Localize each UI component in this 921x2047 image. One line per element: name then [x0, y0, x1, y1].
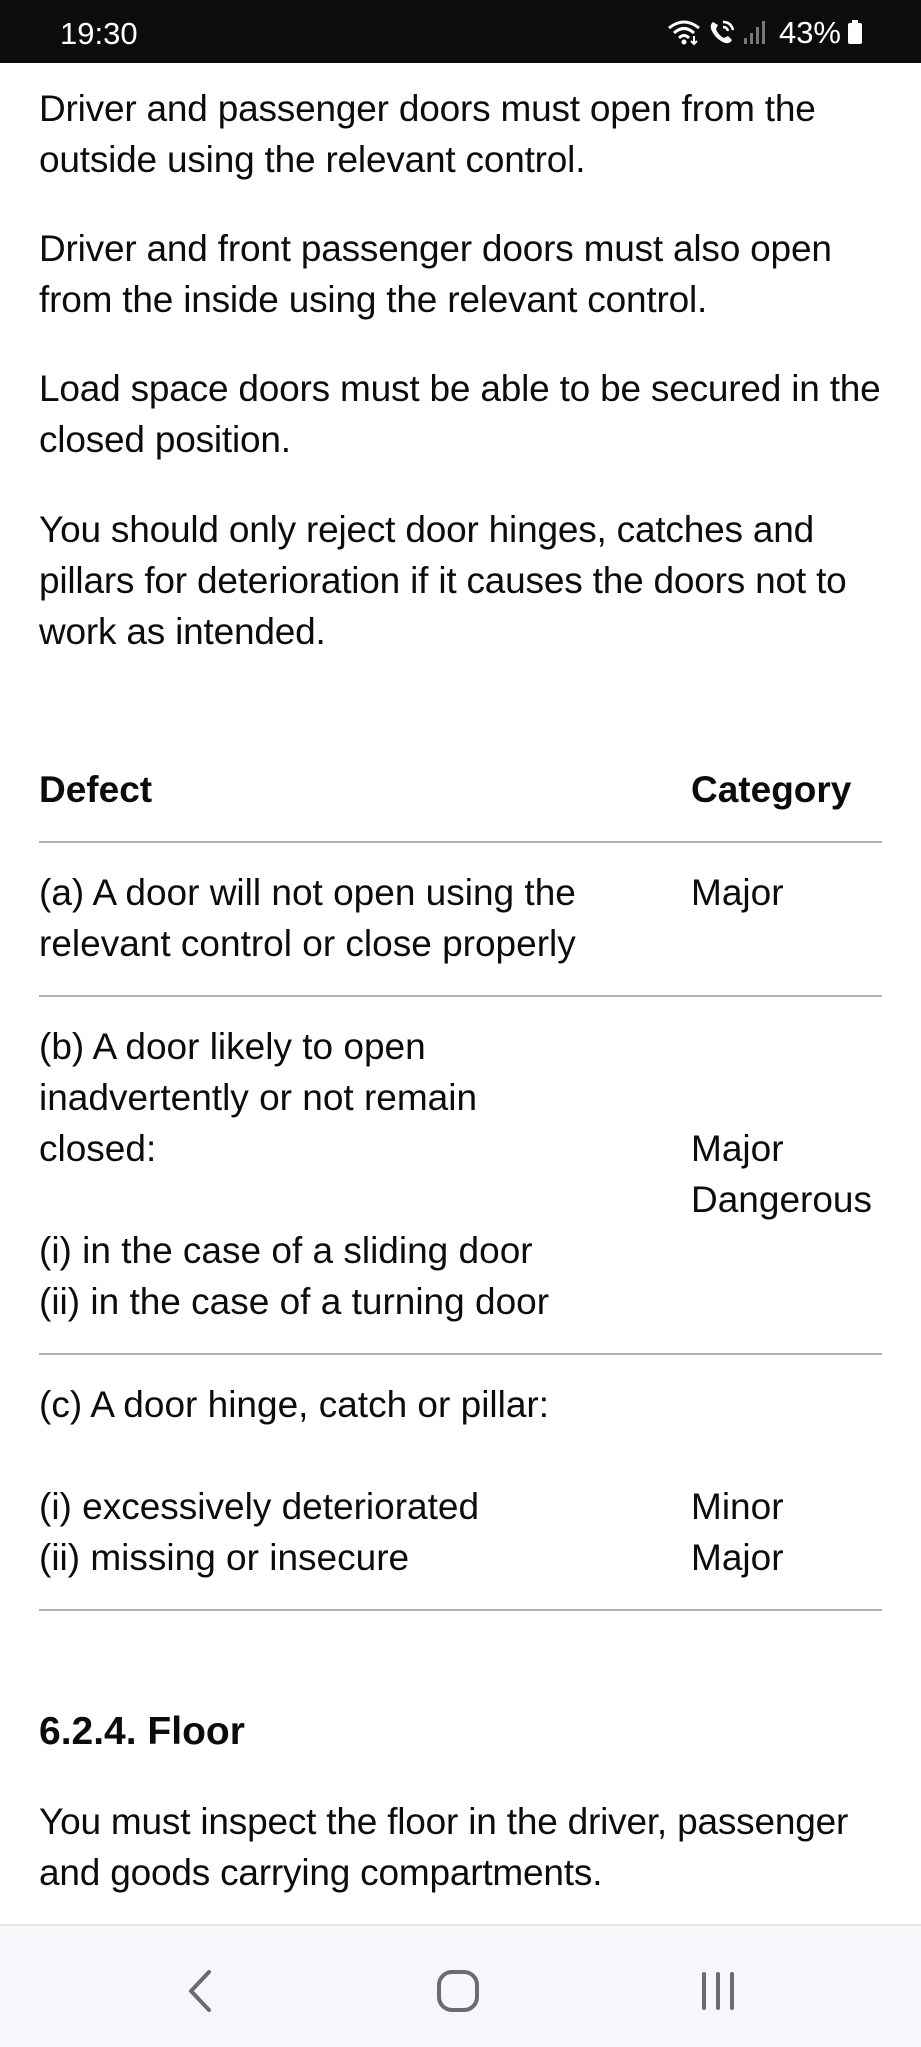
status-bar	[0, 0, 921, 63]
defect-cell	[39, 1354, 691, 1610]
defect-subitem: (ii) in the case of a turning door	[39, 1281, 550, 1322]
category-cell	[691, 996, 882, 1354]
defect-text: relevant control or close properly	[39, 923, 576, 964]
defect-text: (c) A door hinge, catch or pillar:	[39, 1384, 550, 1425]
category-text: Minor	[691, 1486, 784, 1527]
header-category: Category	[691, 752, 882, 842]
recents-icon	[696, 1968, 740, 2014]
defect-subitem: (i) excessively deteriorated	[39, 1486, 480, 1527]
category-text: Major	[691, 872, 784, 913]
header-defect: Defect	[39, 752, 691, 842]
category-cell	[691, 842, 882, 996]
status-time: 19:30	[60, 16, 138, 51]
home-button[interactable]	[423, 1956, 493, 2026]
paragraph-load-space-doors: Load space doors must be able to be secured in the closed position.	[39, 368, 881, 460]
table-row	[39, 842, 882, 996]
signal-icon	[743, 18, 769, 46]
home-icon	[435, 1968, 481, 2014]
table-header-row	[39, 752, 882, 842]
back-button[interactable]	[166, 1956, 236, 2026]
paragraph-inside-doors: Driver and front passenger doors must also open from the inside using the relevant control.	[39, 228, 832, 320]
table-row	[39, 1354, 882, 1610]
table-row	[39, 996, 882, 1354]
category-cell	[691, 1354, 882, 1610]
battery-icon	[847, 18, 863, 46]
battery-percentage: 43%	[778, 14, 841, 50]
section-heading-floor: 6.2.4. Floor	[39, 1710, 245, 1753]
status-icons	[667, 16, 863, 48]
back-icon	[181, 1966, 221, 2016]
recents-button[interactable]	[683, 1956, 753, 2026]
defect-subitem: (i) in the case of a sliding door	[39, 1230, 533, 1271]
paragraph-deterioration: You should only reject door hinges, catches and pillars for deterioration if it causes the doors not to work as intended.	[39, 509, 847, 652]
defect-text: (a) A door will not open using the	[39, 872, 576, 913]
navigation-bar	[0, 1924, 921, 2047]
wifi-icon	[667, 18, 701, 46]
category-text: Major	[691, 1128, 784, 1169]
defect-subitem: (ii) missing or insecure	[39, 1537, 410, 1578]
wifi-calling-icon	[707, 18, 737, 46]
category-text: Major	[691, 1537, 784, 1578]
defect-cell	[39, 842, 691, 996]
defect-table	[39, 752, 882, 1611]
defect-text: (b) A door likely to open	[39, 1026, 426, 1067]
paragraph-floor: You must inspect the floor in the driver, passenger and goods carrying compartments.	[39, 1801, 849, 1893]
defect-text: closed:	[39, 1128, 157, 1169]
defect-text: inadvertently or not remain	[39, 1077, 478, 1118]
defect-cell	[39, 996, 691, 1354]
category-text: Dangerous	[691, 1179, 873, 1220]
paragraph-outside-doors: Driver and passenger doors must open from the outside using the relevant control.	[39, 88, 816, 180]
